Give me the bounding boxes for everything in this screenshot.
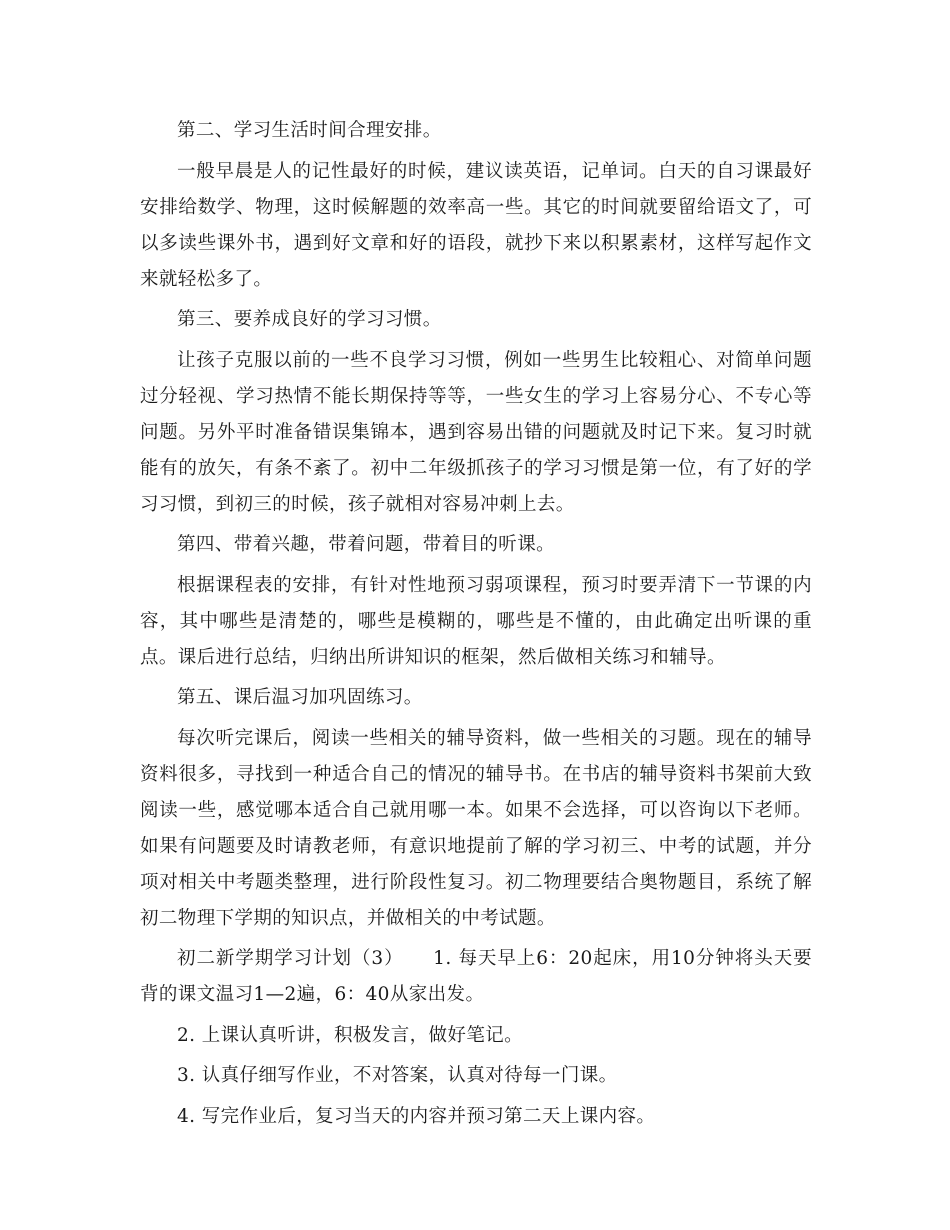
paragraph-time-arrangement: 一般早晨是人的记性最好的时候，建议读英语，记单词。白天的自习课最好安排给数学、物理，这时候解题的效率高一些。其它的时间就要留给语文了，可以多读些课外书，遇到好文章和好的语段，就抄下来以积累素材，这样写起作文来就轻松多了。 [140,160,812,290]
document-body [140,113,812,1139]
paragraph-review-practice: 每次听完课后，阅读一些相关的辅导资料，做一些相关的习题。现在的辅导资料很多，寻找到一种适合自己的情况的辅导书。在书店的辅导资料书架前大致阅读一些，感觉哪本适合自己就用哪一本。如果不会选择，可以咨询以下老师。如果有问题要及时请教老师，有意识地提前了解的学习初三、中考的试题，并分项对相关中考题类整理，进行阶段性复习。初二物理要结合奥物题目，系统了解初二物理下学期的知识点，并做相关的中考试题。 [140,727,812,929]
section-heading-5: 第五、课后温习加巩固练习。 [177,687,423,708]
section-heading-2: 第二、学习生活时间合理安排。 [177,120,442,141]
paragraph-study-habits: 让孩子克服以前的一些不良学习习惯，例如一些男生比较粗心、对简单问题过分轻视、学习热情不能长期保持等等，一些女生的学习上容易分心、不专心等问题。另外平时准备错误集锦本，遇到容易出错的问题就及时记下来。复习时就能有的放矢，有条不紊了。初中二年级抓孩子的学习习惯是第一位，有了好的学习习惯，到初三的时候，孩子就相对容易冲刺上去。 [140,349,812,515]
plan-item-4: 4. 写完作业后，复习当天的内容并预习第二天上课内容。 [177,1105,656,1127]
plan-item-1: 初二新学期学习计划（3） 1. 每天早上6：20起床，用10分钟将头天要背的课文温习1—2遍，6：40从家出发。 [140,948,812,1005]
section-heading-4: 第四、带着兴趣，带着问题，带着目的听课。 [177,534,556,555]
paragraph-listening: 根据课程表的安排，有针对性地预习弱项课程，预习时要弄清下一节课的内容，其中哪些是清楚的，哪些是模糊的，哪些是不懂的，由此确定出听课的重点。课后进行总结，归纳出所讲知识的框架，然后做相关练习和辅导。 [140,574,812,668]
section-heading-3: 第三、要养成良好的学习习惯。 [177,309,442,330]
plan-item-2: 2. 上课认真听讲，积极发言，做好笔记。 [177,1024,524,1046]
plan-item-3: 3. 认真仔细写作业，不对答案，认真对待每一门课。 [177,1065,618,1086]
